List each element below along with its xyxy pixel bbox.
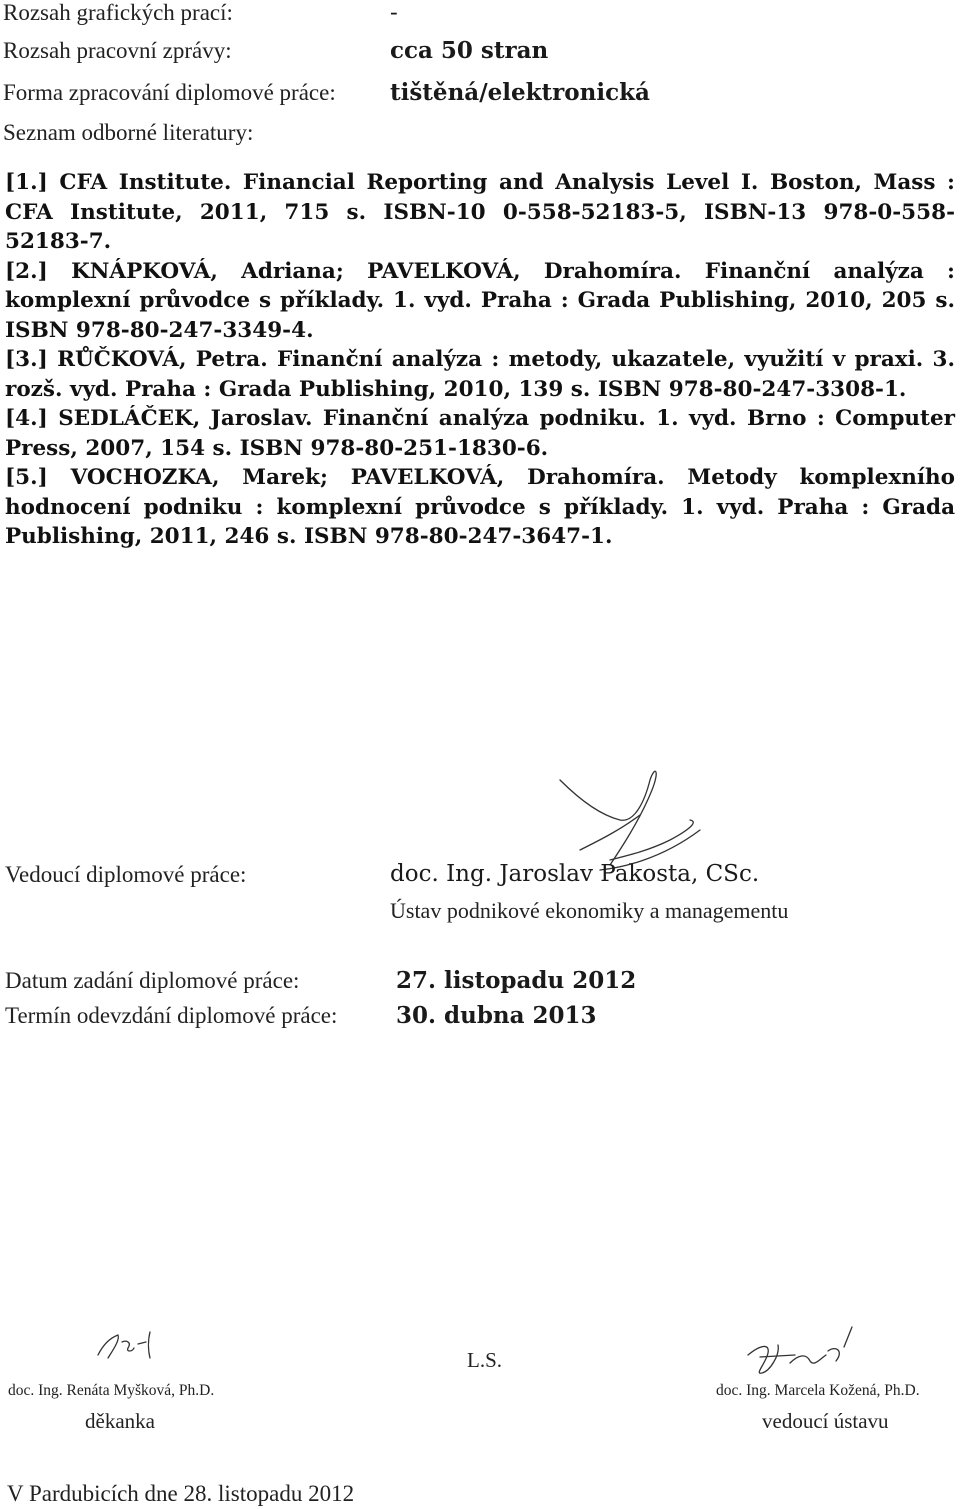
reference-list [5, 168, 955, 552]
date-due-label: Termín odevzdání diplomové práce: [5, 1003, 338, 1028]
dean-signature [88, 1320, 168, 1370]
field-label-graphics: Rozsah grafických prací: [3, 0, 233, 25]
supervisor-name: doc. Ing. Jaroslav Pakosta, CSc. [390, 861, 760, 887]
field-value-graphics: - [390, 0, 398, 26]
field-value-thesis-form: tištěná/elektronická [390, 79, 650, 106]
field-value-report-length: cca 50 stran [390, 37, 549, 64]
field-label-literature: Seznam odborné literatury: [3, 120, 254, 145]
place-date: V Pardubicích dne 28. listopadu 2012 [7, 1481, 355, 1506]
reference-item: [2.] KNÁPKOVÁ, Adriana; PAVELKOVÁ, Drahomíra. Finanční analýza : komplexní průvodce s příklady. 1. vyd. Praha : Grada Publishing, 2010, 205 s. ISBN 978-80-247-3349-4. [5, 258, 955, 343]
seal-mark: L.S. [467, 1348, 503, 1372]
reference-item: [5.] VOCHOZKA, Marek; PAVELKOVÁ, Drahomíra. Metody komplexního hodnocení podniku : komplexní průvodce s příklady. 1. vyd. Praha : Grada Publishing, 2011, 246 s. ISBN 978-80-247-3647-1. [5, 465, 955, 549]
head-role: vedoucí ústavu [762, 1409, 889, 1433]
reference-item: [1.] CFA Institute. Financial Reporting and Analysis Level I. Boston, Mass : CFA Institute, 2011, 715 s. ISBN-10 0-558-52183-5, ISBN-13 978-0-558-52183-7. [5, 170, 955, 254]
field-label-thesis-form: Forma zpracování diplomové práce: [3, 80, 336, 105]
reference-item: [4.] SEDLÁČEK, Jaroslav. Finanční analýza podniku. 1. vyd. Brno : Computer Press, 2007, 154 s. ISBN 978-80-251-1830-6. [5, 406, 955, 461]
head-name: doc. Ing. Marcela Kožená, Ph.D. [716, 1382, 920, 1399]
dean-role: děkanka [85, 1409, 155, 1433]
field-label-report-length: Rozsah pracovní zprávy: [3, 38, 232, 63]
date-assigned-value: 27. listopadu 2012 [396, 967, 637, 994]
date-due-value: 30. dubna 2013 [396, 1002, 597, 1029]
date-assigned-label: Datum zadání diplomové práce: [5, 968, 300, 993]
dean-name: doc. Ing. Renáta Myšková, Ph.D. [8, 1382, 215, 1399]
supervisor-department: Ústav podnikové ekonomiky a managementu [390, 898, 789, 923]
reference-item: [3.] RŮČKOVÁ, Petra. Finanční analýza : metody, ukazatele, využití v praxi. 3. rozš. vyd. Praha : Grada Publishing, 2010, 139 s. ISBN 978-80-247-3308-1. [5, 347, 955, 402]
supervisor-label: Vedoucí diplomové práce: [5, 862, 247, 887]
